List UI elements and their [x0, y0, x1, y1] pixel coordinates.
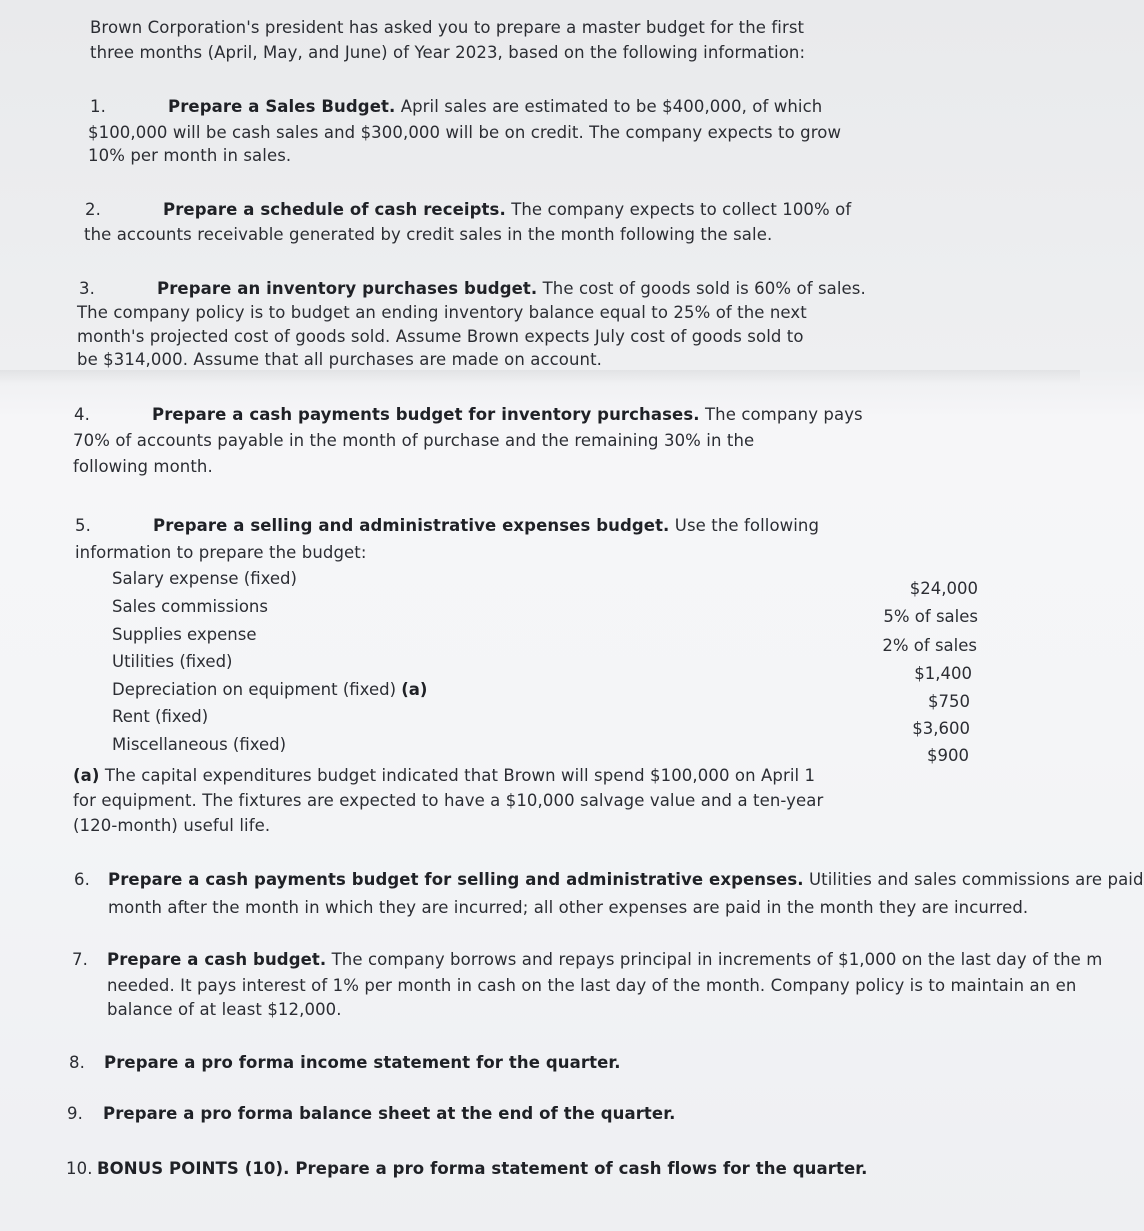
expense-label-rent: Rent (fixed) — [112, 707, 209, 726]
item-2-title: Prepare a schedule of cash receipts. — [163, 200, 506, 219]
expense-label-supplies: Supplies expense — [112, 625, 257, 644]
item-6-title: Prepare a cash payments budget for selling and administrative expenses. — [108, 870, 804, 889]
item-3-text: The cost of goods sold is 60% of sales. — [537, 279, 866, 298]
item-6-text: Utilities and sales commissions are paid — [803, 870, 1144, 889]
expense-value-misc: $900 — [927, 746, 969, 765]
item-7-line-2: needed. It pays interest of 1% per month in cash on the last day of the month. Company policy is to maintain an en — [107, 976, 1077, 995]
item-3-title: Prepare an inventory purchases budget. — [157, 279, 538, 298]
item-8-line — [69, 1051, 621, 1076]
item-1-line-2: $100,000 will be cash sales and $300,000 will be on credit. The company expects to grow — [88, 123, 842, 142]
expense-value-rent: $3,600 — [912, 719, 970, 738]
expense-label-utilities: Utilities (fixed) — [112, 652, 233, 671]
item-3-number: 3. — [79, 279, 95, 298]
expense-label-commissions: Sales commissions — [112, 597, 268, 616]
footnote-line-1 — [73, 764, 815, 789]
item-6-number: 6. — [74, 870, 90, 889]
item-9-title: Prepare a pro forma balance sheet at the end of the quarter. — [103, 1104, 676, 1123]
item-7-number: 7. — [72, 950, 88, 969]
item-5-number: 5. — [75, 516, 91, 535]
item-7-line-1 — [72, 948, 1102, 973]
intro-line-2: three months (April, May, and June) of Year 2023, based on the following information: — [90, 43, 806, 62]
item-7-line-3: balance of at least $12,000. — [107, 1000, 342, 1019]
expense-value-utilities: $1,400 — [914, 664, 972, 683]
item-5-title: Prepare a selling and administrative expenses budget. — [153, 516, 670, 535]
intro-line-1: Brown Corporation's president has asked you to prepare a master budget for the first — [90, 18, 805, 37]
item-7-title: Prepare a cash budget. — [107, 950, 327, 969]
item-1-title: Prepare a Sales Budget. — [168, 97, 396, 116]
expense-label-misc: Miscellaneous (fixed) — [112, 735, 287, 754]
item-10-line — [66, 1157, 868, 1182]
item-8-title: Prepare a pro forma income statement for the quarter. — [104, 1053, 621, 1072]
item-1-line-1 — [90, 95, 822, 120]
expense-label-salary: Salary expense (fixed) — [112, 569, 297, 588]
item-9-line — [67, 1102, 675, 1127]
item-10-title: BONUS POINTS (10). Prepare a pro forma statement of cash flows for the quarter. — [97, 1159, 868, 1178]
expense-label-depreciation-text: Depreciation on equipment (fixed) — [112, 680, 402, 699]
item-4-line-2: 70% of accounts payable in the month of purchase and the remaining 30% in the — [73, 431, 755, 450]
item-3-line-3: month's projected cost of goods sold. Assume Brown expects July cost of goods sold to — [77, 327, 804, 346]
footnote-text: The capital expenditures budget indicated that Brown will spend $100,000 on April 1 — [99, 766, 816, 785]
item-3-line-4: be $314,000. Assume that all purchases are made on account. — [77, 350, 603, 369]
item-5-text: Use the following — [669, 516, 820, 535]
item-7-text: The company borrows and repays principal in increments of $1,000 on the last day of the m — [326, 950, 1103, 969]
expense-value-salary: $24,000 — [909, 579, 978, 598]
item-3-line-2: The company policy is to budget an ending inventory balance equal to 25% of the next — [77, 303, 807, 322]
item-6-line-1 — [74, 868, 1144, 893]
item-3-line-1 — [79, 277, 866, 302]
item-5-line-1 — [75, 514, 819, 539]
expense-note-a: (a) — [401, 680, 428, 699]
item-4-title: Prepare a cash payments budget for inventory purchases. — [152, 405, 700, 424]
expense-value-depreciation: $750 — [928, 692, 970, 711]
item-1-text: April sales are estimated to be $400,000, of which — [395, 97, 823, 116]
footnote-line-2: for equipment. The fixtures are expected to have a $10,000 salvage value and a ten-year — [73, 791, 824, 810]
item-6-line-2: month after the month in which they are incurred; all other expenses are paid in the month they are incurred. — [108, 898, 1029, 917]
expense-value-supplies: 2% of sales — [882, 636, 977, 655]
item-5-line-2: information to prepare the budget: — [75, 543, 367, 562]
expense-value-commissions: 5% of sales — [883, 607, 978, 626]
footnote-tag: (a) — [73, 766, 100, 785]
expense-label-depreciation — [112, 680, 427, 699]
item-8-number: 8. — [69, 1053, 85, 1072]
item-2-number: 2. — [85, 200, 101, 219]
item-4-text: The company pays — [699, 405, 863, 424]
item-2-line-2: the accounts receivable generated by credit sales in the month following the sale. — [84, 225, 773, 244]
item-2-line-1 — [85, 198, 851, 223]
item-2-text: The company expects to collect 100% of — [505, 200, 852, 219]
item-1-number: 1. — [90, 97, 106, 116]
item-9-number: 9. — [67, 1104, 83, 1123]
item-4-line-1 — [74, 403, 863, 428]
item-4-line-3: following month. — [73, 457, 213, 476]
item-1-line-3: 10% per month in sales. — [88, 146, 292, 165]
footnote-line-3: (120-month) useful life. — [73, 816, 271, 835]
item-4-number: 4. — [74, 405, 90, 424]
item-10-number: 10. — [66, 1159, 93, 1178]
